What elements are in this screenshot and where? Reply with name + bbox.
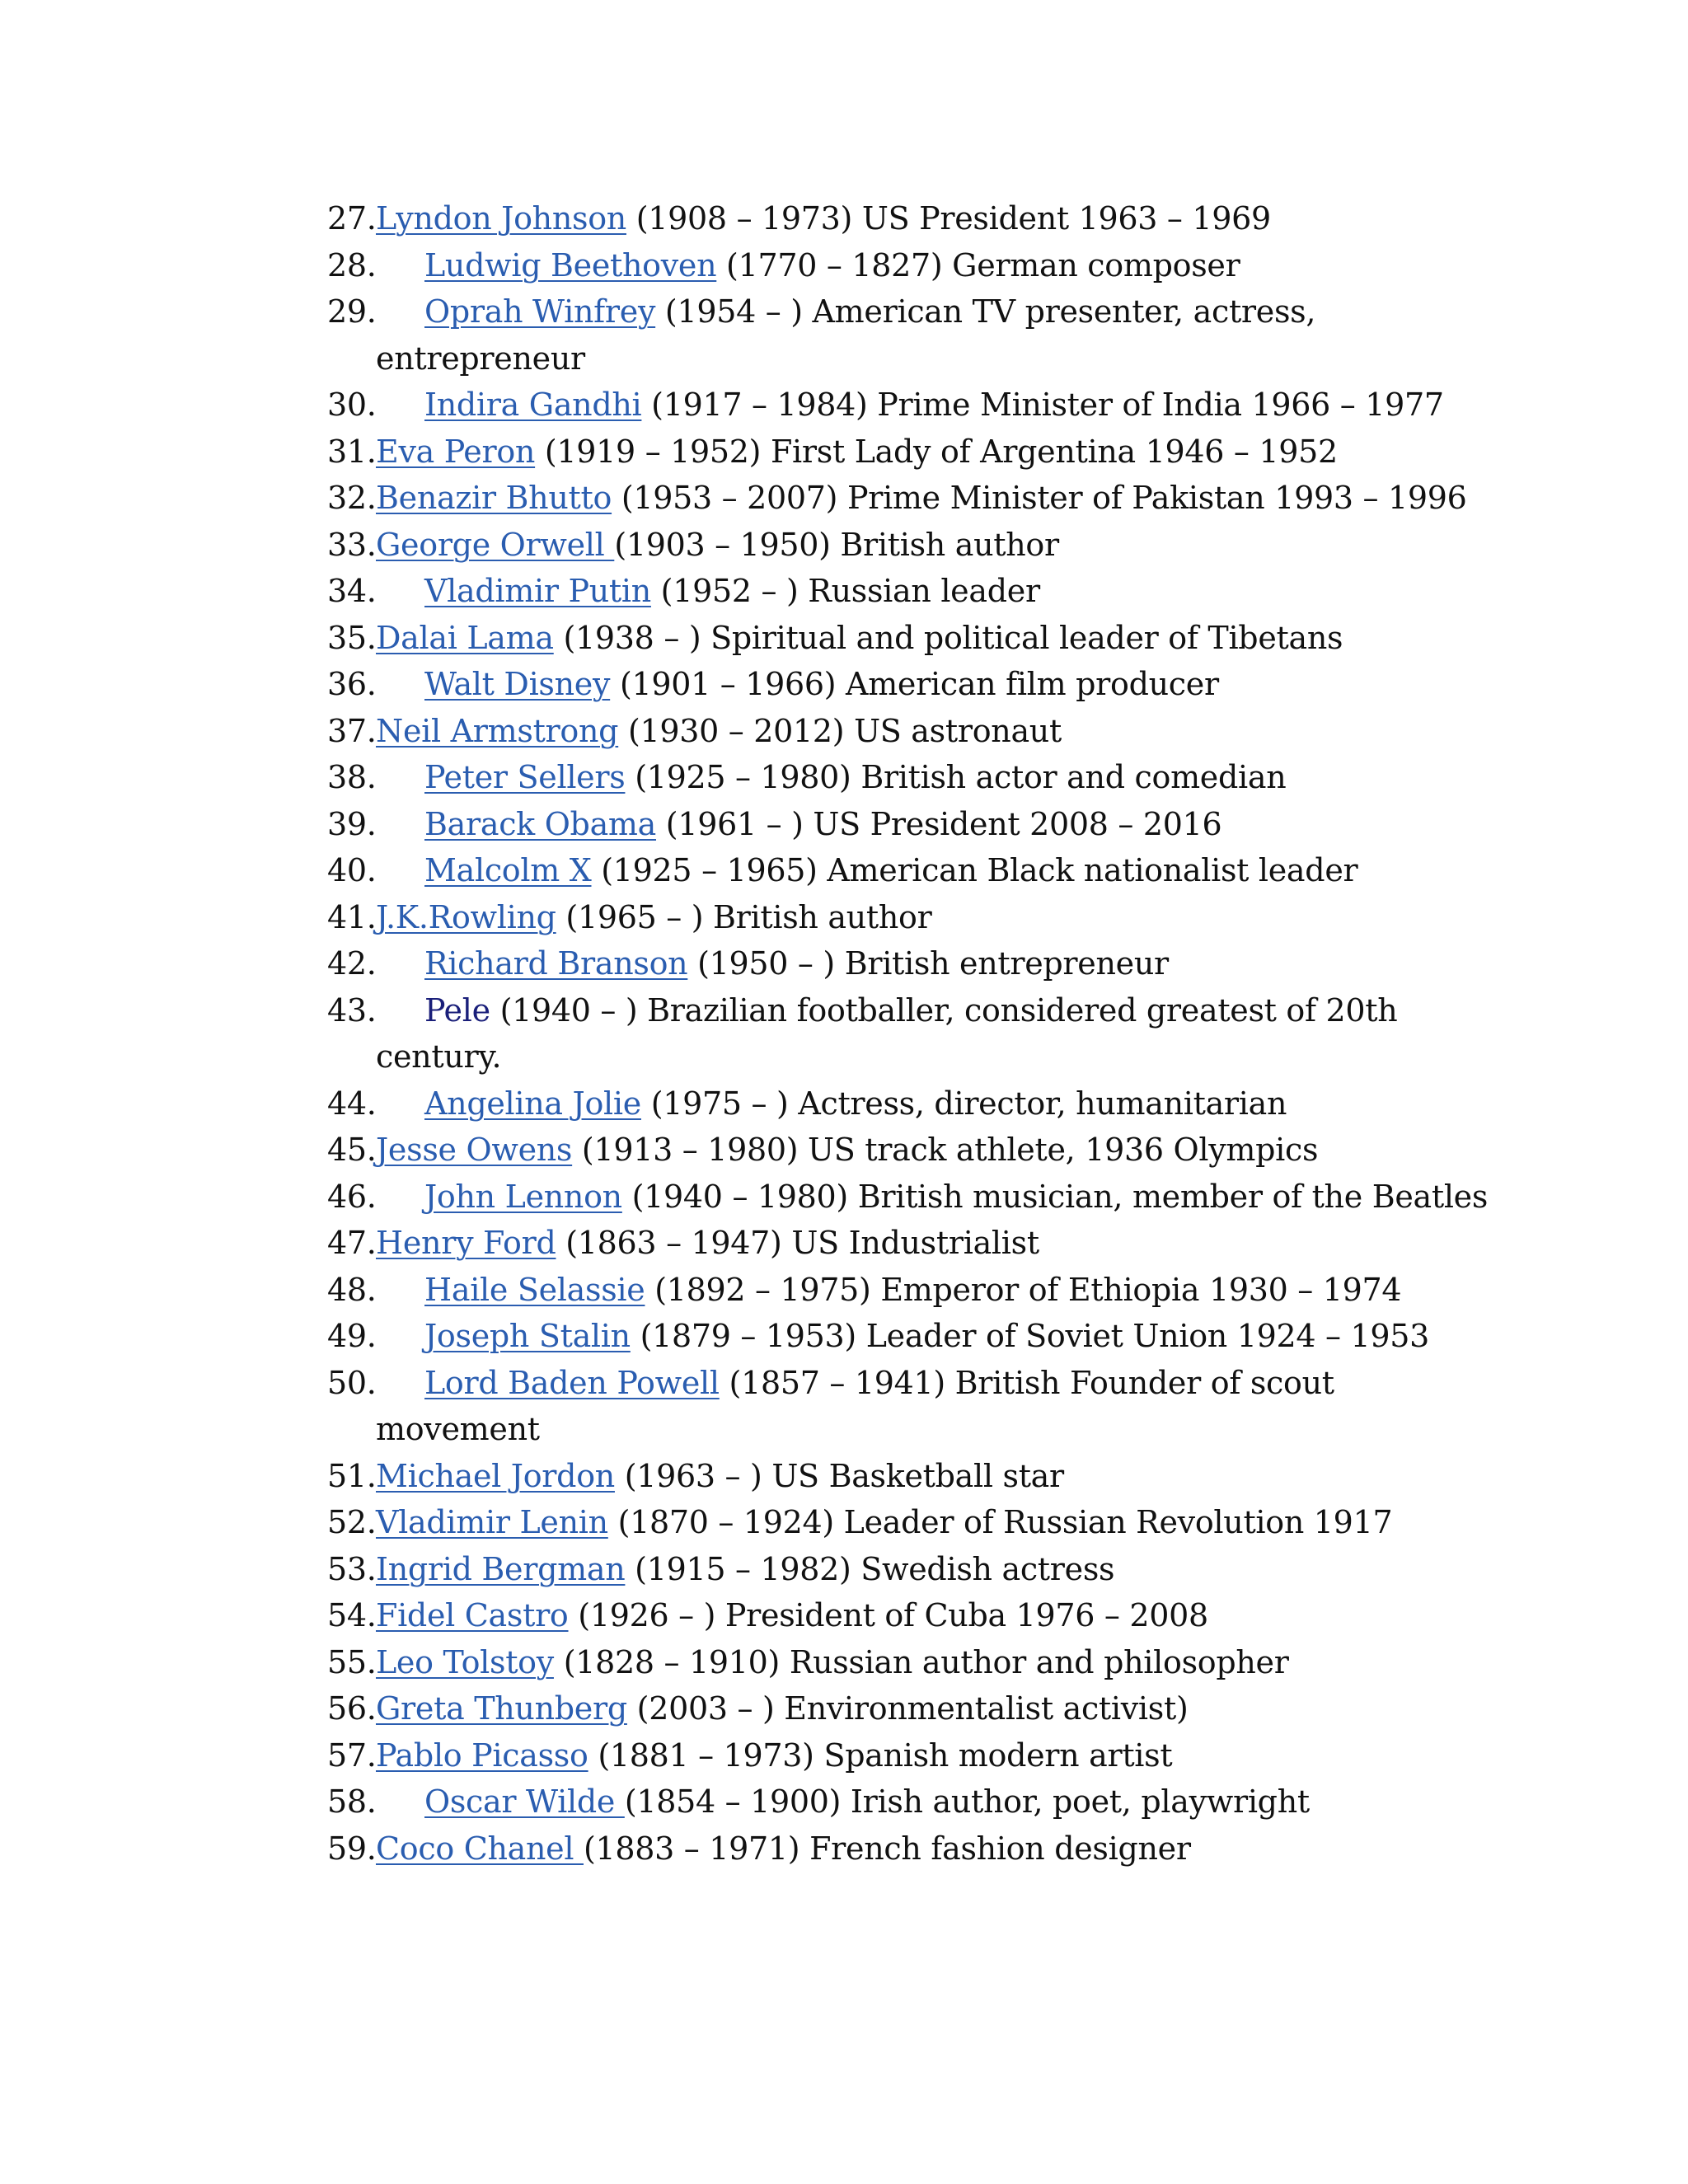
person-description: (1770 – 1827) German composer bbox=[716, 246, 1240, 284]
person-description: (1883 – 1971) French fashion designer bbox=[584, 1830, 1191, 1867]
list-item bbox=[327, 1220, 1498, 1267]
person-link[interactable]: Michael Jordon bbox=[376, 1457, 615, 1494]
list-item bbox=[327, 661, 1498, 708]
list-item bbox=[327, 894, 1498, 941]
person-description: (1863 – 1947) US Industrialist bbox=[556, 1225, 1039, 1261]
person-link[interactable]: Jesse Owens bbox=[376, 1132, 573, 1168]
list-item-number: 44. bbox=[327, 1085, 377, 1122]
list-item-number: 32. bbox=[327, 480, 377, 516]
person-link[interactable]: Coco Chanel bbox=[376, 1830, 584, 1867]
list-item bbox=[327, 987, 1498, 1080]
list-item-number: 45. bbox=[327, 1132, 377, 1168]
list-item bbox=[327, 1127, 1498, 1174]
person-description: (1870 – 1924) Leader of Russian Revolution 1917 bbox=[607, 1504, 1393, 1540]
person-description: (1940 – 1980) British musician, member of the Beatles bbox=[621, 1178, 1489, 1215]
person-description: (1930 – 2012) US astronaut bbox=[618, 712, 1062, 749]
person-link[interactable]: Vladimir Lenin bbox=[376, 1504, 608, 1540]
list-item bbox=[327, 288, 1498, 382]
person-link[interactable]: Oprah Winfrey bbox=[424, 293, 656, 330]
list-item-number: 31. bbox=[327, 433, 377, 470]
list-item bbox=[327, 242, 1498, 289]
list-item bbox=[327, 1639, 1498, 1686]
list-item bbox=[327, 429, 1498, 476]
list-item-number: 51. bbox=[327, 1457, 377, 1494]
person-description: (1940 – ) Brazilian footballer, considered greatest of 20th century. bbox=[376, 991, 1398, 1075]
list-item-number: 30. bbox=[327, 387, 377, 423]
list-item-number: 38. bbox=[327, 759, 377, 795]
list-item bbox=[327, 615, 1498, 662]
list-item-number: 57. bbox=[327, 1736, 377, 1774]
list-item bbox=[327, 522, 1498, 569]
person-link[interactable]: Joseph Stalin bbox=[424, 1318, 631, 1354]
person-description: (1828 – 1910) Russian author and philosopher bbox=[553, 1643, 1289, 1680]
list-item-number: 58. bbox=[327, 1783, 377, 1820]
list-item-number: 54. bbox=[327, 1597, 377, 1633]
list-item-number: 46. bbox=[327, 1178, 377, 1215]
person-description: (1965 – ) British author bbox=[556, 898, 932, 935]
person-link[interactable]: Fidel Castro bbox=[376, 1597, 569, 1633]
list-item bbox=[327, 475, 1498, 522]
list-item bbox=[327, 1174, 1498, 1221]
list-item bbox=[327, 568, 1498, 615]
list-item-number: 42. bbox=[327, 945, 377, 982]
list-item-number: 56. bbox=[327, 1690, 377, 1727]
list-item bbox=[327, 1592, 1498, 1639]
person-description: (1854 – 1900) Irish author, poet, playwright bbox=[624, 1783, 1310, 1820]
list-item bbox=[327, 1499, 1498, 1546]
person-description: (1925 – 1980) British actor and comedian bbox=[625, 759, 1287, 795]
people-list bbox=[327, 195, 1498, 1872]
person-link[interactable]: Ingrid Bergman bbox=[376, 1550, 626, 1587]
list-item-number: 50. bbox=[327, 1364, 377, 1401]
list-item bbox=[327, 1267, 1498, 1314]
person-description: (1879 – 1953) Leader of Soviet Union 1924 – 1953 bbox=[630, 1318, 1429, 1354]
person-description: (1950 – ) British entrepreneur bbox=[687, 945, 1169, 982]
person-link[interactable]: Pablo Picasso bbox=[376, 1736, 588, 1774]
person-description: (1953 – 2007) Prime Minister of Pakistan 1993 – 1996 bbox=[612, 480, 1467, 516]
list-item bbox=[327, 754, 1498, 801]
person-link[interactable]: Indira Gandhi bbox=[424, 387, 642, 423]
list-item bbox=[327, 1546, 1498, 1593]
list-item-number: 33. bbox=[327, 526, 377, 563]
list-item-number: 37. bbox=[327, 712, 377, 749]
list-item bbox=[327, 1779, 1498, 1825]
list-item-number: 36. bbox=[327, 666, 377, 702]
list-item bbox=[327, 940, 1498, 987]
person-description: (1926 – ) President of Cuba 1976 – 2008 bbox=[568, 1597, 1208, 1633]
list-item bbox=[327, 1360, 1498, 1453]
list-item bbox=[327, 847, 1498, 894]
person-description: (1975 – ) Actress, director, humanitarian bbox=[640, 1085, 1287, 1122]
person-description: (1915 – 1982) Swedish actress bbox=[625, 1550, 1115, 1587]
person-link[interactable]: Neil Armstrong bbox=[376, 712, 619, 749]
person-link[interactable]: Eva Peron bbox=[376, 433, 536, 470]
person-link[interactable]: Haile Selassie bbox=[424, 1271, 645, 1308]
list-item bbox=[327, 708, 1498, 755]
list-item-number: 35. bbox=[327, 619, 377, 656]
person-description: (1917 – 1984) Prime Minister of India 1966 – 1977 bbox=[641, 387, 1444, 423]
list-item-number: 39. bbox=[327, 805, 377, 842]
list-item bbox=[327, 1453, 1498, 1500]
person-link[interactable]: Richard Branson bbox=[424, 945, 688, 982]
person-description: (1857 – 1941) British Founder of scout movement bbox=[376, 1364, 1334, 1447]
person-description: (1961 – ) US President 2008 – 2016 bbox=[656, 805, 1222, 842]
person-link[interactable]: Henry Ford bbox=[376, 1225, 556, 1261]
person-link[interactable]: Lord Baden Powell bbox=[424, 1364, 720, 1401]
person-link[interactable]: Vladimir Putin bbox=[424, 573, 651, 609]
person-description: (1903 – 1950) British author bbox=[614, 526, 1059, 563]
person-link[interactable]: Ludwig Beethoven bbox=[424, 246, 717, 284]
list-item-number: 55. bbox=[327, 1643, 377, 1680]
list-item bbox=[327, 382, 1498, 429]
person-description: (1901 – 1966) American film producer bbox=[610, 666, 1219, 702]
list-item-number: 40. bbox=[327, 852, 377, 888]
person-link[interactable]: Greta Thunberg bbox=[376, 1690, 627, 1727]
list-item-number: 53. bbox=[327, 1550, 377, 1587]
person-description: (1952 – ) Russian leader bbox=[650, 573, 1040, 609]
person-description: (2003 – ) Environmentalist activist) bbox=[626, 1690, 1189, 1727]
list-item-number: 52. bbox=[327, 1504, 377, 1540]
person-description: (1908 – 1973) US President 1963 – 1969 bbox=[626, 200, 1271, 237]
person-link[interactable]: Peter Sellers bbox=[424, 759, 626, 795]
person-link[interactable]: Walt Disney bbox=[424, 666, 611, 702]
person-link[interactable]: George Orwell bbox=[376, 526, 615, 563]
person-link[interactable]: Lyndon Johnson bbox=[376, 200, 626, 237]
person-link[interactable]: Malcolm X bbox=[424, 852, 592, 888]
list-item bbox=[327, 1825, 1498, 1872]
person-description: (1938 – ) Spiritual and political leader of Tibetans bbox=[553, 619, 1343, 656]
person-link[interactable]: Dalai Lama bbox=[376, 619, 554, 656]
list-item-number: 59. bbox=[327, 1830, 377, 1867]
person-link[interactable]: Barack Obama bbox=[424, 805, 657, 842]
list-item-number: 47. bbox=[327, 1225, 377, 1261]
list-item bbox=[327, 195, 1498, 242]
person-description: (1925 – 1965) American Black nationalist leader bbox=[591, 852, 1358, 888]
list-item-number: 28. bbox=[327, 246, 377, 284]
list-item bbox=[327, 1313, 1498, 1360]
list-item bbox=[327, 1080, 1498, 1127]
person-link[interactable]: J.K.Rowling bbox=[376, 898, 556, 935]
person-description: (1892 – 1975) Emperor of Ethiopia 1930 – 1974 bbox=[645, 1271, 1402, 1308]
person-link[interactable]: Oscar Wilde bbox=[424, 1783, 625, 1820]
list-item-number: 49. bbox=[327, 1318, 377, 1354]
person-link[interactable]: Leo Tolstoy bbox=[376, 1643, 554, 1680]
person-link[interactable]: John Lennon bbox=[424, 1178, 622, 1215]
list-item bbox=[327, 1685, 1498, 1732]
person-link[interactable]: Benazir Bhutto bbox=[376, 480, 612, 516]
list-item-number: 29. bbox=[327, 293, 377, 330]
list-item-number: 27. bbox=[327, 200, 377, 237]
person-description: (1954 – ) American TV presenter, actress, entrepreneur bbox=[376, 293, 1316, 377]
list-item bbox=[327, 1732, 1498, 1779]
person-link[interactable]: Angelina Jolie bbox=[424, 1085, 641, 1122]
list-item-number: 34. bbox=[327, 573, 377, 609]
list-item-number: 43. bbox=[327, 991, 377, 1029]
list-item-number: 48. bbox=[327, 1271, 377, 1308]
list-item-number: 41. bbox=[327, 898, 377, 935]
person-description: (1919 – 1952) First Lady of Argentina 1946 – 1952 bbox=[535, 433, 1338, 470]
person-name: Pele bbox=[424, 991, 490, 1029]
list-item bbox=[327, 801, 1498, 848]
person-description: (1913 – 1980) US track athlete, 1936 Olympics bbox=[572, 1132, 1319, 1168]
person-description: (1963 – ) US Basketball star bbox=[614, 1457, 1064, 1494]
person-description: (1881 – 1973) Spanish modern artist bbox=[588, 1736, 1173, 1774]
